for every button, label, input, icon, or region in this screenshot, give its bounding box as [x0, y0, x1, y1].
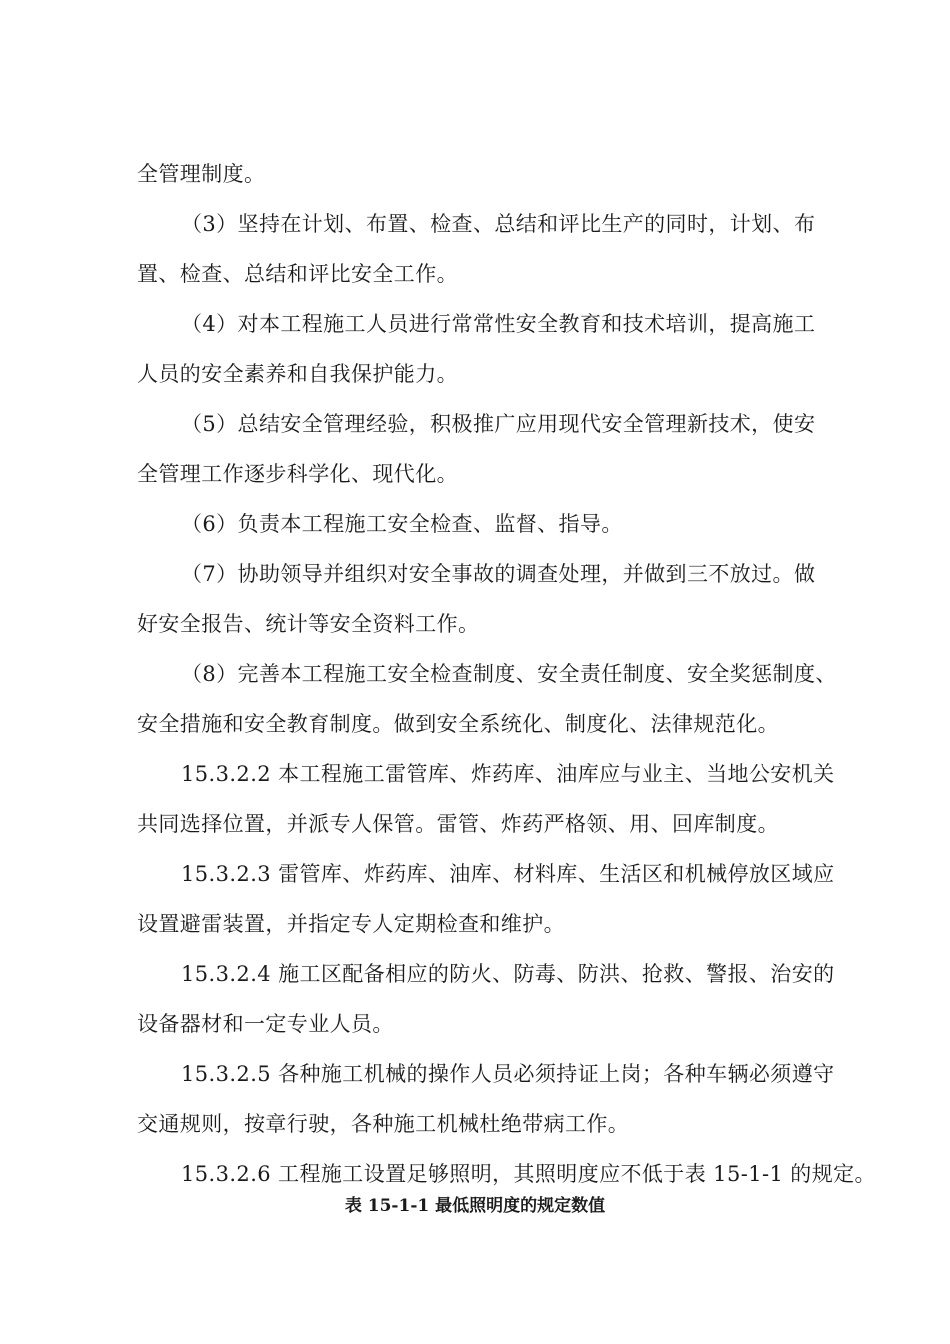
text-line: （6）负责本工程施工安全检查、监督、指导。	[181, 512, 623, 536]
text-line: 共同选择位置，并派专人保管。雷管、炸药严格领、用、回库制度。	[137, 812, 779, 836]
text-line: 15.3.2.4 施工区配备相应的防火、防毒、防洪、抢救、警报、治安的	[181, 962, 835, 986]
text-line: 置、检查、总结和评比安全工作。	[137, 262, 458, 286]
text-line: 设备器材和一定专业人员。	[137, 1012, 394, 1036]
text-line: 设置避雷装置，并指定专人定期检查和维护。	[137, 912, 565, 936]
table-caption: 表 15-1-1 最低照明度的规定数值	[344, 1196, 606, 1216]
text-line: 全管理工作逐步科学化、现代化。	[137, 462, 458, 486]
text-line: 好安全报告、统计等安全资料工作。	[137, 612, 480, 636]
text-line: 15.3.2.6 工程施工设置足够照明，其照明度应不低于表 15-1-1 的规定。	[181, 1162, 876, 1186]
text-line: （7）协助领导并组织对安全事故的调查处理，并做到三不放过。做	[181, 562, 816, 586]
text-line: 人员的安全素养和自我保护能力。	[137, 362, 458, 386]
text-line: （8）完善本工程施工安全检查制度、安全责任制度、安全奖惩制度、	[181, 662, 837, 686]
text-line: 交通规则，按章行驶，各种施工机械杜绝带病工作。	[137, 1112, 630, 1136]
text-line: （5）总结安全管理经验，积极推广应用现代安全管理新技术，使安	[181, 412, 816, 436]
text-line: 全管理制度。	[137, 162, 266, 186]
text-line: （3）坚持在计划、布置、检查、总结和评比生产的同时，计划、布	[181, 212, 816, 236]
text-line: （4）对本工程施工人员进行常常性安全教育和技术培训，提高施工	[181, 312, 816, 336]
text-line: 15.3.2.2 本工程施工雷管库、炸药库、油库应与业主、当地公安机关	[181, 762, 835, 786]
text-line: 安全措施和安全教育制度。做到安全系统化、制度化、法律规范化。	[137, 712, 779, 736]
text-line: 15.3.2.5 各种施工机械的操作人员必须持证上岗；各种车辆必须遵守	[181, 1062, 835, 1086]
text-line: 15.3.2.3 雷管库、炸药库、油库、材料库、生活区和机械停放区域应	[181, 862, 835, 886]
